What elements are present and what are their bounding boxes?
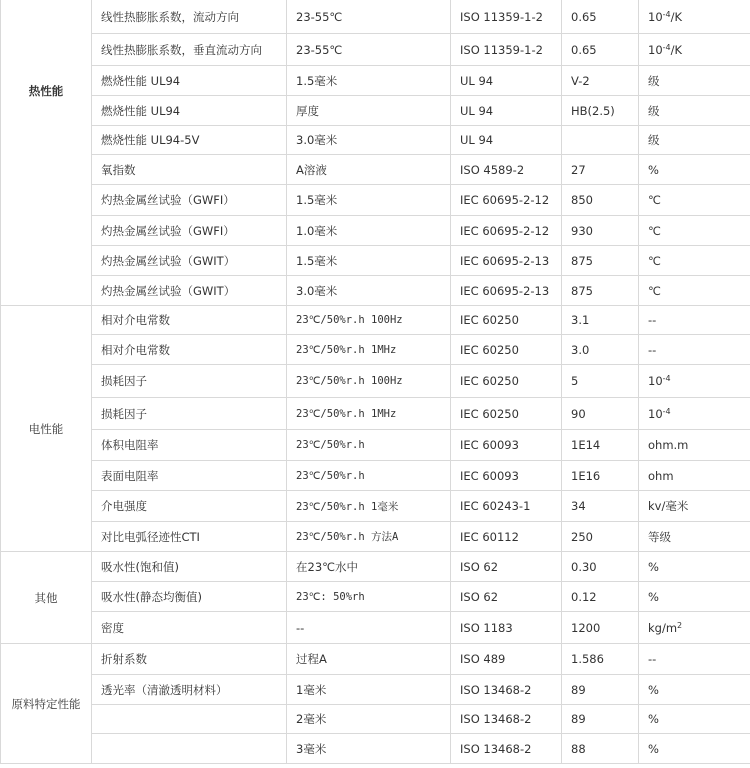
- property-cell: 线性热膨胀系数，垂直流动方向: [92, 34, 287, 66]
- value-cell: 850: [562, 185, 639, 216]
- category-cell: [1, 0, 92, 306]
- table-row: [1, 96, 750, 126]
- unit-cell: [639, 246, 750, 276]
- standard-cell: ISO 1183: [451, 612, 562, 644]
- value-cell: 0.65: [562, 0, 639, 34]
- table-row: [1, 461, 750, 491]
- unit-cell: [639, 155, 750, 185]
- category-label: 电性能: [28, 421, 64, 436]
- unit-base: --: [648, 652, 657, 666]
- value-cell: 3.0: [562, 335, 639, 365]
- value-cell: HB(2.5): [562, 96, 639, 126]
- unit-cell: [639, 335, 750, 365]
- unit-base: %: [648, 682, 659, 697]
- unit-base: 级: [648, 133, 660, 147]
- unit-cell: [639, 0, 750, 34]
- condition-cell: 过程A: [287, 644, 451, 675]
- property-cell: 灼热金属丝试验（GWFI）: [92, 216, 287, 246]
- condition-cell: 在23℃水中: [287, 552, 451, 582]
- standard-cell: IEC 60112: [451, 522, 562, 552]
- property-cell: [92, 705, 287, 734]
- table-row: [1, 0, 750, 34]
- property-cell: 相对介电常数: [92, 335, 287, 365]
- standard-cell: ISO 11359-1-2: [451, 0, 562, 34]
- category-label: 其他: [34, 590, 58, 605]
- standard-cell: IEC 60695-2-13: [451, 246, 562, 276]
- value-cell: 89: [562, 705, 639, 734]
- property-cell: 灼热金属丝试验（GWIT）: [92, 246, 287, 276]
- standard-cell: ISO 13468-2: [451, 734, 562, 764]
- unit-cell: [639, 126, 750, 155]
- condition-cell: 23℃/50%r.h: [287, 430, 451, 461]
- table-row: [1, 155, 750, 185]
- unit-base: ℃: [648, 223, 661, 238]
- table-row: [1, 398, 750, 430]
- value-cell: 34: [562, 491, 639, 522]
- standard-cell: ISO 4589-2: [451, 155, 562, 185]
- condition-cell: 3毫米: [287, 734, 451, 764]
- unit-base: ohm.m: [648, 438, 689, 452]
- unit-base: %: [648, 559, 659, 574]
- unit-cell: [639, 582, 750, 612]
- unit-base: %: [648, 712, 659, 726]
- value-cell: 250: [562, 522, 639, 552]
- unit-base: ℃: [648, 193, 661, 207]
- unit-cell: [639, 552, 750, 582]
- value-cell: 1E14: [562, 430, 639, 461]
- condition-cell: 1毫米: [287, 675, 451, 705]
- value-cell: V-2: [562, 66, 639, 96]
- property-cell: 燃烧性能 UL94: [92, 66, 287, 96]
- table-row: [1, 522, 750, 552]
- unit-cell: [639, 216, 750, 246]
- table-row: [1, 491, 750, 522]
- condition-cell: 3.0毫米: [287, 126, 451, 155]
- value-cell: 3.1: [562, 306, 639, 335]
- condition-cell: A溶液: [287, 155, 451, 185]
- condition-cell: 3.0毫米: [287, 276, 451, 306]
- value-cell: 88: [562, 734, 639, 764]
- standard-cell: IEC 60250: [451, 306, 562, 335]
- category-cell: [1, 644, 92, 764]
- value-cell: 0.30: [562, 552, 639, 582]
- condition-cell: 23℃/50%r.h 100Hz: [287, 306, 451, 335]
- unit-base: ohm: [648, 468, 674, 483]
- standard-cell: IEC 60250: [451, 398, 562, 430]
- condition-cell: 23℃: 50%rh: [287, 582, 451, 612]
- standard-cell: IEC 60695-2-13: [451, 276, 562, 306]
- value-cell: 90: [562, 398, 639, 430]
- unit-suffix: /K: [670, 9, 683, 24]
- value-cell: [562, 126, 639, 155]
- value-cell: 27: [562, 155, 639, 185]
- property-cell: 介电强度: [92, 491, 287, 522]
- standard-cell: ISO 13468-2: [451, 675, 562, 705]
- condition-cell: 1.5毫米: [287, 185, 451, 216]
- property-cell: 氧指数: [92, 155, 287, 185]
- standard-cell: IEC 60093: [451, 430, 562, 461]
- unit-cell: [639, 365, 750, 398]
- unit-exponent: -4: [662, 9, 671, 19]
- unit-cell: [639, 461, 750, 491]
- value-cell: 875: [562, 276, 639, 306]
- table-row: [1, 365, 750, 398]
- table-row: [1, 276, 750, 306]
- unit-base: 10: [648, 42, 663, 57]
- property-cell: 燃烧性能 UL94-5V: [92, 126, 287, 155]
- condition-cell: 23℃/50%r.h 1MHz: [287, 335, 451, 365]
- property-cell: 相对介电常数: [92, 306, 287, 335]
- property-cell: 对比电弧径迹性CTI: [92, 522, 287, 552]
- value-cell: 1E16: [562, 461, 639, 491]
- category-label: 原料特定性能: [11, 696, 81, 711]
- table-row: [1, 612, 750, 644]
- value-cell: 0.12: [562, 582, 639, 612]
- property-cell: 线性热膨胀系数，流动方向: [92, 0, 287, 34]
- value-cell: 875: [562, 246, 639, 276]
- standard-cell: ISO 11359-1-2: [451, 34, 562, 66]
- value-cell: 89: [562, 675, 639, 705]
- unit-base: %: [648, 589, 659, 604]
- unit-cell: [639, 276, 750, 306]
- condition-cell: 23℃/50%r.h 1毫米: [287, 491, 451, 522]
- condition-cell: 23-55℃: [287, 34, 451, 66]
- property-cell: 灼热金属丝试验（GWFI）: [92, 185, 287, 216]
- standard-cell: IEC 60695-2-12: [451, 216, 562, 246]
- property-cell: 表面电阻率: [92, 461, 287, 491]
- table-row: [1, 675, 750, 705]
- standard-cell: IEC 60695-2-12: [451, 185, 562, 216]
- unit-exponent: -4: [662, 406, 671, 416]
- unit-base: kg/m: [648, 620, 678, 635]
- table-row: [1, 582, 750, 612]
- condition-cell: 1.5毫米: [287, 66, 451, 96]
- condition-cell: 厚度: [287, 96, 451, 126]
- unit-suffix: /K: [670, 42, 683, 57]
- table-row: [1, 66, 750, 96]
- condition-cell: 1.0毫米: [287, 216, 451, 246]
- property-cell: 燃烧性能 UL94: [92, 96, 287, 126]
- unit-base: 10: [648, 9, 663, 24]
- table-row: [1, 306, 750, 335]
- property-cell: 密度: [92, 612, 287, 644]
- unit-base: %: [648, 741, 659, 756]
- property-cell: 损耗因子: [92, 398, 287, 430]
- unit-cell: [639, 644, 750, 675]
- property-cell: 损耗因子: [92, 365, 287, 398]
- value-cell: 0.65: [562, 34, 639, 66]
- condition-cell: 23℃/50%r.h: [287, 461, 451, 491]
- value-cell: 1.586: [562, 644, 639, 675]
- unit-cell: [639, 705, 750, 734]
- properties-table-body: [1, 0, 750, 764]
- unit-base: 级: [648, 103, 660, 118]
- property-cell: 吸水性(静态均衡值): [92, 582, 287, 612]
- property-cell: 体积电阻率: [92, 430, 287, 461]
- category-cell: [1, 552, 92, 644]
- table-row: [1, 734, 750, 764]
- unit-base: ℃: [648, 283, 661, 298]
- standard-cell: IEC 60243-1: [451, 491, 562, 522]
- unit-cell: [639, 398, 750, 430]
- value-cell: 1200: [562, 612, 639, 644]
- unit-base: ℃: [648, 253, 661, 268]
- value-cell: 930: [562, 216, 639, 246]
- condition-cell: 23℃/50%r.h 方法A: [287, 522, 451, 552]
- table-row: [1, 644, 750, 675]
- standard-cell: ISO 62: [451, 582, 562, 612]
- unit-cell: [639, 34, 750, 66]
- table-row: [1, 430, 750, 461]
- standard-cell: ISO 489: [451, 644, 562, 675]
- standard-cell: UL 94: [451, 96, 562, 126]
- unit-base: 10: [648, 406, 663, 421]
- unit-cell: [639, 306, 750, 335]
- unit-cell: [639, 491, 750, 522]
- standard-cell: IEC 60093: [451, 461, 562, 491]
- table-row: [1, 552, 750, 582]
- unit-cell: [639, 185, 750, 216]
- table-row: [1, 335, 750, 365]
- unit-base: 级: [648, 73, 660, 88]
- condition-cell: 23℃/50%r.h 100Hz: [287, 365, 451, 398]
- unit-base: --: [648, 342, 657, 357]
- standard-cell: IEC 60250: [451, 365, 562, 398]
- value-cell: 5: [562, 365, 639, 398]
- unit-cell: [639, 675, 750, 705]
- unit-cell: [639, 66, 750, 96]
- table-row: [1, 126, 750, 155]
- property-cell: 透光率（清澈透明材料）: [92, 675, 287, 705]
- unit-cell: [639, 734, 750, 764]
- unit-cell: [639, 430, 750, 461]
- unit-base: 等级: [648, 529, 671, 544]
- category-label: 热性能: [28, 83, 64, 98]
- condition-cell: 1.5毫米: [287, 246, 451, 276]
- table-row: [1, 246, 750, 276]
- unit-base: kv/毫米: [648, 499, 689, 513]
- table-row: [1, 216, 750, 246]
- table-row: [1, 185, 750, 216]
- standard-cell: UL 94: [451, 66, 562, 96]
- standard-cell: IEC 60250: [451, 335, 562, 365]
- unit-exponent: -4: [662, 374, 671, 383]
- property-cell: 吸水性(饱和值): [92, 552, 287, 582]
- category-cell: [1, 306, 92, 552]
- standard-cell: ISO 62: [451, 552, 562, 582]
- unit-base: 10: [648, 374, 663, 388]
- table-row: [1, 34, 750, 66]
- property-cell: [92, 734, 287, 764]
- condition-cell: --: [287, 612, 451, 644]
- condition-cell: 23-55℃: [287, 0, 451, 34]
- condition-cell: 2毫米: [287, 705, 451, 734]
- property-cell: 折射系数: [92, 644, 287, 675]
- property-cell: 灼热金属丝试验（GWIT）: [92, 276, 287, 306]
- unit-base: %: [648, 162, 659, 177]
- condition-cell: 23℃/50%r.h 1MHz: [287, 398, 451, 430]
- table-row: [1, 705, 750, 734]
- standard-cell: UL 94: [451, 126, 562, 155]
- unit-exponent: 2: [677, 620, 683, 630]
- unit-base: --: [648, 313, 657, 327]
- unit-cell: [639, 96, 750, 126]
- standard-cell: ISO 13468-2: [451, 705, 562, 734]
- unit-cell: [639, 612, 750, 644]
- unit-exponent: -4: [662, 42, 671, 52]
- unit-cell: [639, 522, 750, 552]
